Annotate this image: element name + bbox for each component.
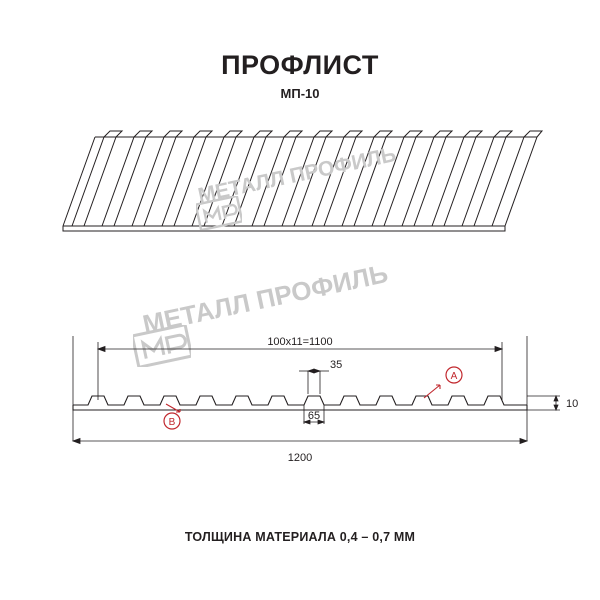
watermark-text-upper: МЕТАЛЛ ПРОФИЛЬ [196,143,399,208]
watermark-text-lower: МЕТАЛЛ ПРОФИЛЬ [140,258,391,340]
callout-b-label: B [168,417,176,428]
page-subtitle: МП-10 [280,86,320,101]
dim-rib-base-width: 65 [307,410,321,422]
callout-a-label: A [450,371,458,382]
material-thickness-note: ТОЛЩИНА МАТЕРИАЛА 0,4 – 0,7 ММ [184,530,416,544]
dim-rib-top-width: 35 [330,359,343,371]
dim-overall-width: 1200 [287,452,313,464]
dim-pitch-total: 100x11=1100 [267,336,333,348]
dim-sheet-height: 10 [566,398,579,410]
page-title: ПРОФЛИСТ [221,50,379,80]
